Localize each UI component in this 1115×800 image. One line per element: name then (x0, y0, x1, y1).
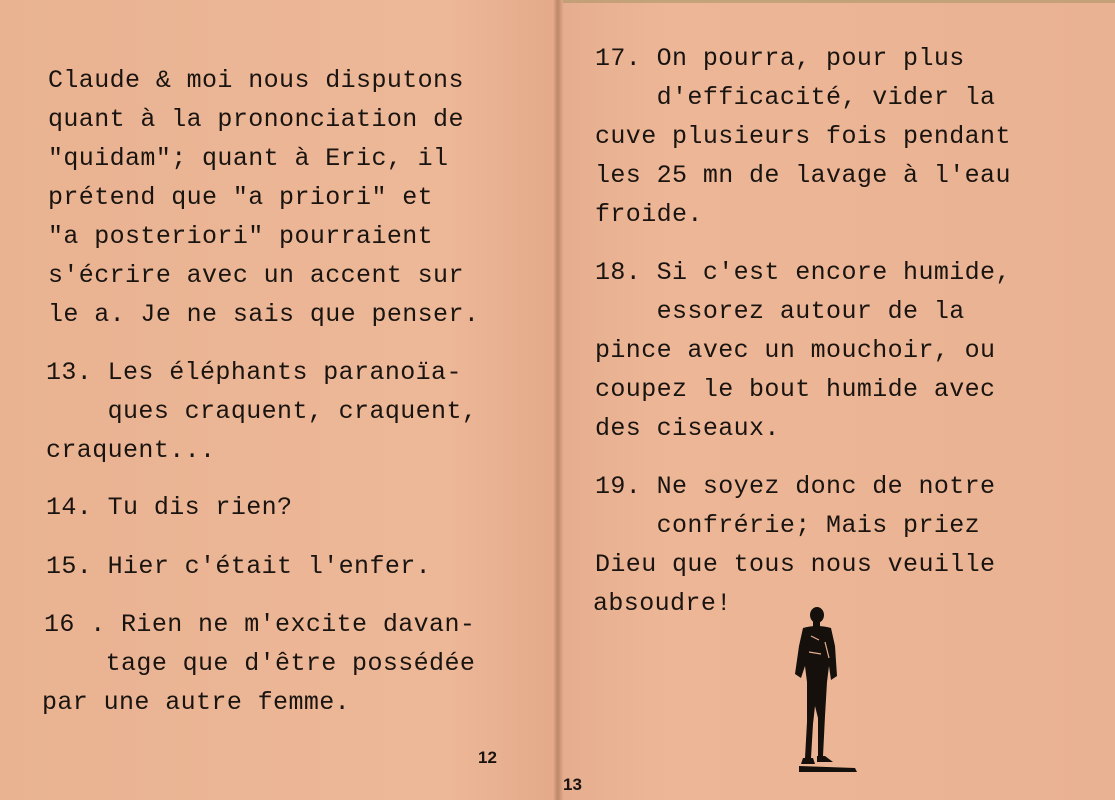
item-13-line: ques craquent, craquent, (46, 397, 478, 426)
text-line: prétend que "a priori" et (48, 183, 434, 212)
item-18-line: essorez autour de la (595, 297, 965, 326)
item-14-line: 14. Tu dis rien? (46, 493, 293, 522)
text-line: "quidam"; quant à Eric, il (48, 144, 449, 173)
item-17-line: d'efficacité, vider la (595, 83, 996, 112)
item-17-line: les 25 mn de lavage à l'eau (595, 161, 1011, 190)
item-13-line: craquent... (46, 436, 216, 465)
item-18-line: coupez le bout humide avec (595, 375, 996, 404)
text-line: quant à la prononciation de (48, 105, 464, 134)
item-16-line: 16 . Rien ne m'excite davan- (44, 610, 476, 639)
item-17-line: cuve plusieurs fois pendant (595, 122, 1011, 151)
item-19-line: 19. Ne soyez donc de notre (595, 472, 996, 501)
text-line: s'écrire avec un accent sur (48, 261, 464, 290)
item-17-line: froide. (595, 200, 703, 229)
item-13-line: 13. Les éléphants paranoïa- (46, 358, 462, 387)
man-silhouette-illustration (785, 606, 865, 778)
page-number: 13 (563, 775, 582, 794)
item-18-line: des ciseaux. (595, 414, 780, 443)
item-17-line: 17. On pourra, pour plus (595, 44, 965, 73)
page-number: 12 (478, 748, 497, 767)
item-18-line: pince avec un mouchoir, ou (595, 336, 996, 365)
item-19-line: Dieu que tous nous veuille (595, 550, 996, 579)
item-16-line: par une autre femme. (42, 688, 351, 717)
right-page (563, 0, 1115, 800)
item-15-line: 15. Hier c'était l'enfer. (46, 552, 432, 581)
text-line: Claude & moi nous disputons (48, 66, 464, 95)
left-page (0, 0, 553, 800)
item-16-line: tage que d'être possédée (44, 649, 476, 678)
book-gutter (553, 0, 563, 800)
item-19-line: confrérie; Mais priez (595, 511, 981, 540)
text-line: le a. Je ne sais que penser. (48, 300, 480, 329)
item-18-line: 18. Si c'est encore humide, (595, 258, 1011, 287)
item-19-line: absoudre! (593, 589, 732, 618)
text-line: "a posteriori" pourraient (48, 222, 434, 251)
